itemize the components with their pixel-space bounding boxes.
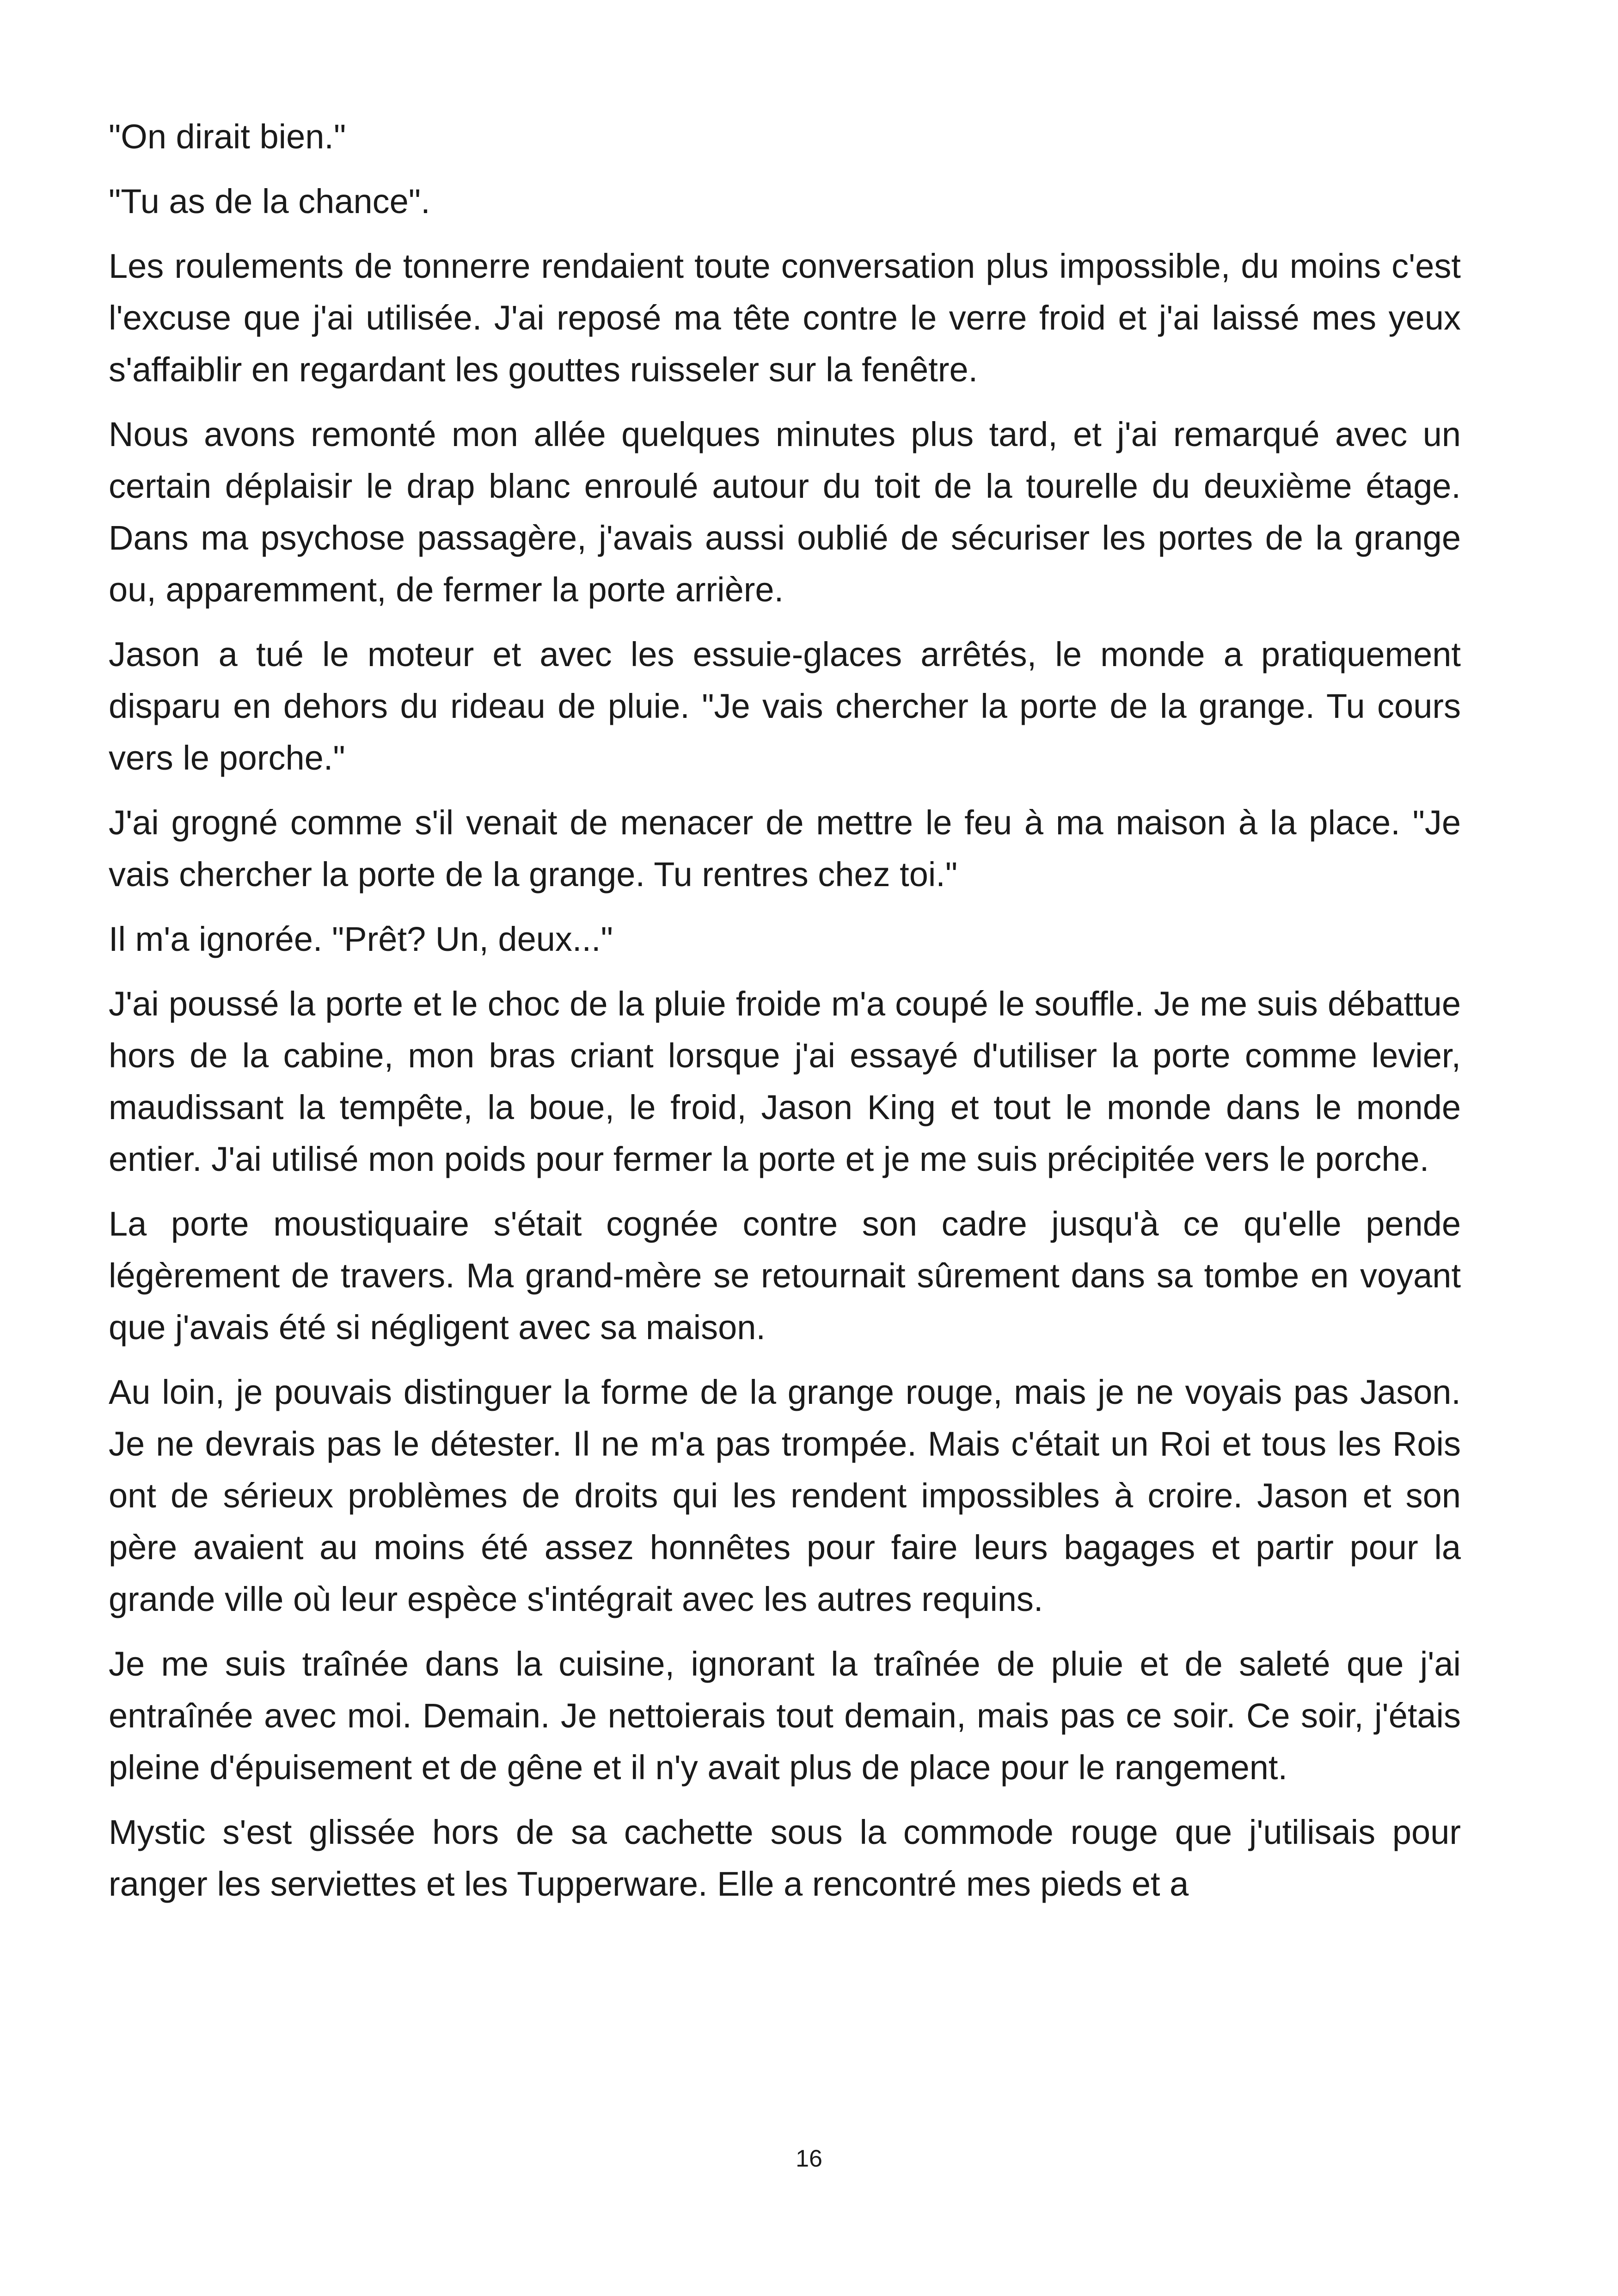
paragraph: J'ai grogné comme s'il venait de menacer de mettre le feu à ma maison à la place. "Je vais chercher la porte de la grange. Tu rentres chez toi." — [109, 803, 1461, 894]
paragraph: Mystic s'est glissée hors de sa cachette sous la commode rouge que j'utilisais pour ranger les serviettes et les Tupperware. Elle a rencontré mes pieds et a — [109, 1813, 1461, 1903]
paragraph: "On dirait bien." — [109, 117, 346, 156]
body-text — [109, 111, 1461, 1923]
paragraph: Les roulements de tonnerre rendaient toute conversation plus impossible, du moins c'est l'excuse que j'ai utilisée. J'ai reposé ma tête contre le verre froid et j'ai laissé mes yeux s'affaiblir en regardant les gouttes ruisseler sur la fenêtre. — [109, 247, 1461, 389]
paragraph: J'ai poussé la porte et le choc de la pluie froide m'a coupé le souffle. Je me suis débattue hors de la cabine, mon bras criant lorsque j'ai essayé d'utiliser la porte comme levier, maudissant la tempête, la boue, le froid, Jason King et tout le monde dans le monde entier. J'ai utilisé mon poids pour fermer la porte et je me suis précipitée vers le porche. — [109, 985, 1461, 1178]
paragraph: Jason a tué le moteur et avec les essuie-glaces arrêtés, le monde a pratiquement disparu en dehors du rideau de pluie. "Je vais chercher la porte de la grange. Tu cours vers le porche." — [109, 635, 1461, 777]
paragraph: Nous avons remonté mon allée quelques minutes plus tard, et j'ai remarqué avec un certain déplaisir le drap blanc enroulé autour du toit de la tourelle du deuxième étage. Dans ma psychose passagère, j'avais aussi oublié de sécuriser les portes de la grange ou, apparemment, de fermer la porte arrière. — [109, 415, 1461, 609]
paragraph: Au loin, je pouvais distinguer la forme de la grange rouge, mais je ne voyais pas Jason. Je ne devrais pas le détester. Il ne m'a pas trompée. Mais c'était un Roi et tous les Rois ont de sérieux problèmes de droits qui les rendent impossibles à croire. Jason et son père avaient au moins été assez honnêtes pour faire leurs bagages et partir pour la grande ville où leur espèce s'intégrait avec les autres requins. — [109, 1373, 1461, 1618]
paragraph: Je me suis traînée dans la cuisine, ignorant la traînée de pluie et de saleté que j'ai entraînée avec moi. Demain. Je nettoierais tout demain, mais pas ce soir. Ce soir, j'étais pleine d'épuisement et de gêne et il n'y avait plus de place pour le rangement. — [109, 1645, 1461, 1787]
page-number: 16 — [796, 2145, 822, 2172]
paragraph: La porte moustiquaire s'était cognée contre son cadre jusqu'à ce qu'elle pende légèrement de travers. Ma grand-mère se retournait sûrement dans sa tombe en voyant que j'avais été si négligent avec sa maison. — [109, 1205, 1461, 1347]
paragraph: Il m'a ignorée. "Prêt? Un, deux..." — [109, 920, 613, 958]
paragraph: "Tu as de la chance". — [109, 182, 430, 220]
